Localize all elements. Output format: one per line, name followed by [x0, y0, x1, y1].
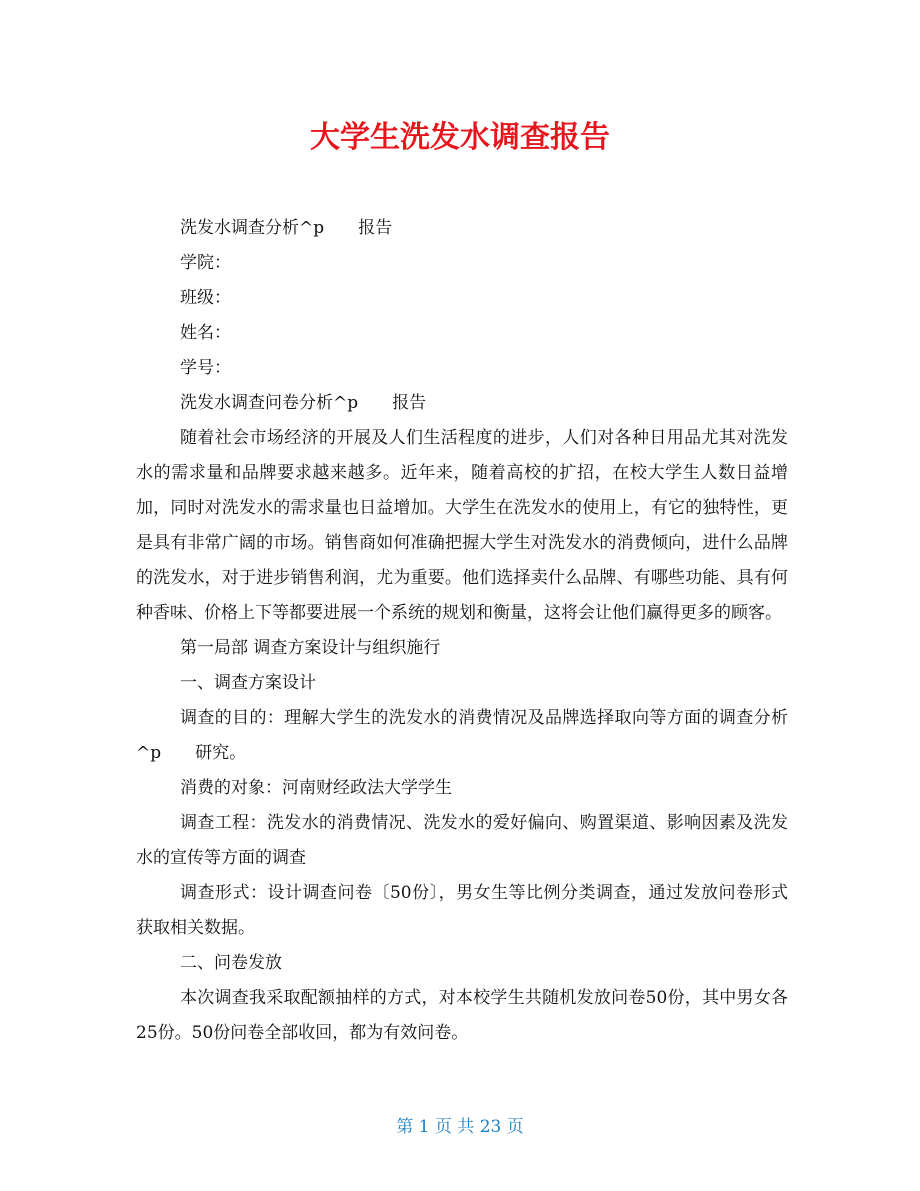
distribution-paragraph: 本次调查我采取配额抽样的方式，对本校学生共随机发放问卷50份，其中男女各25份。50份问卷全部收回，都为有效问卷。: [136, 988, 788, 1043]
intro-paragraph: 随着社会市场经济的开展及人们生活程度的进步，人们对各种日用品尤其对洗发水的需求量和品牌要求越来越多。近年来，随着高校的扩招，在校大学生人数日益增加，同时对洗发水的需求量也日益增加。大学生在洗发水的使用上，有它的独特性，更是具有非常广阔的市场。销售商如何准确把握大学生对洗发水的消费倾向，进什么品牌的洗发水，对于进步销售利润，尤为重要。他们选择卖什么品牌、有哪些功能、具有何种香味、价格上下等都要进展一个系统的规划和衡量，这将会让他们赢得更多的顾客。: [136, 428, 788, 623]
section-heading-part-one: 第一局部 调查方案设计与组织施行: [180, 638, 441, 658]
survey-purpose-paragraph: 调查的目的：理解大学生的洗发水的消费情况及品牌选择取向等方面的调查分析^p 研究。: [136, 708, 788, 763]
page-footer: 第 1 页 共 23 页: [396, 1117, 524, 1137]
survey-form-paragraph: 调查形式：设计调查问卷〔50份〕，男女生等比例分类调查，通过发放问卷形式获取相关数据。: [136, 883, 788, 938]
survey-target-paragraph: 消费的对象：河南财经政法大学学生: [180, 778, 452, 798]
student-id-field-label: 学号：: [180, 358, 231, 378]
section-heading-survey-design: 一、调查方案设计: [180, 673, 316, 693]
college-field-label: 学院：: [180, 253, 231, 273]
report-subtitle: 洗发水调查分析^p 报告: [180, 218, 393, 238]
survey-items-paragraph: 调查工程：洗发水的消费情况、洗发水的爱好偏向、购置渠道、影响因素及洗发水的宣传等方面的调查: [136, 813, 788, 868]
section-heading-distribution: 二、问卷发放: [180, 953, 282, 973]
document-title: 大学生洗发水调查报告: [310, 120, 610, 155]
class-field-label: 班级：: [180, 288, 231, 308]
questionnaire-subtitle: 洗发水调查问卷分析^p 报告: [180, 393, 427, 413]
document-body: [136, 211, 788, 1051]
name-field-label: 姓名：: [180, 323, 231, 343]
